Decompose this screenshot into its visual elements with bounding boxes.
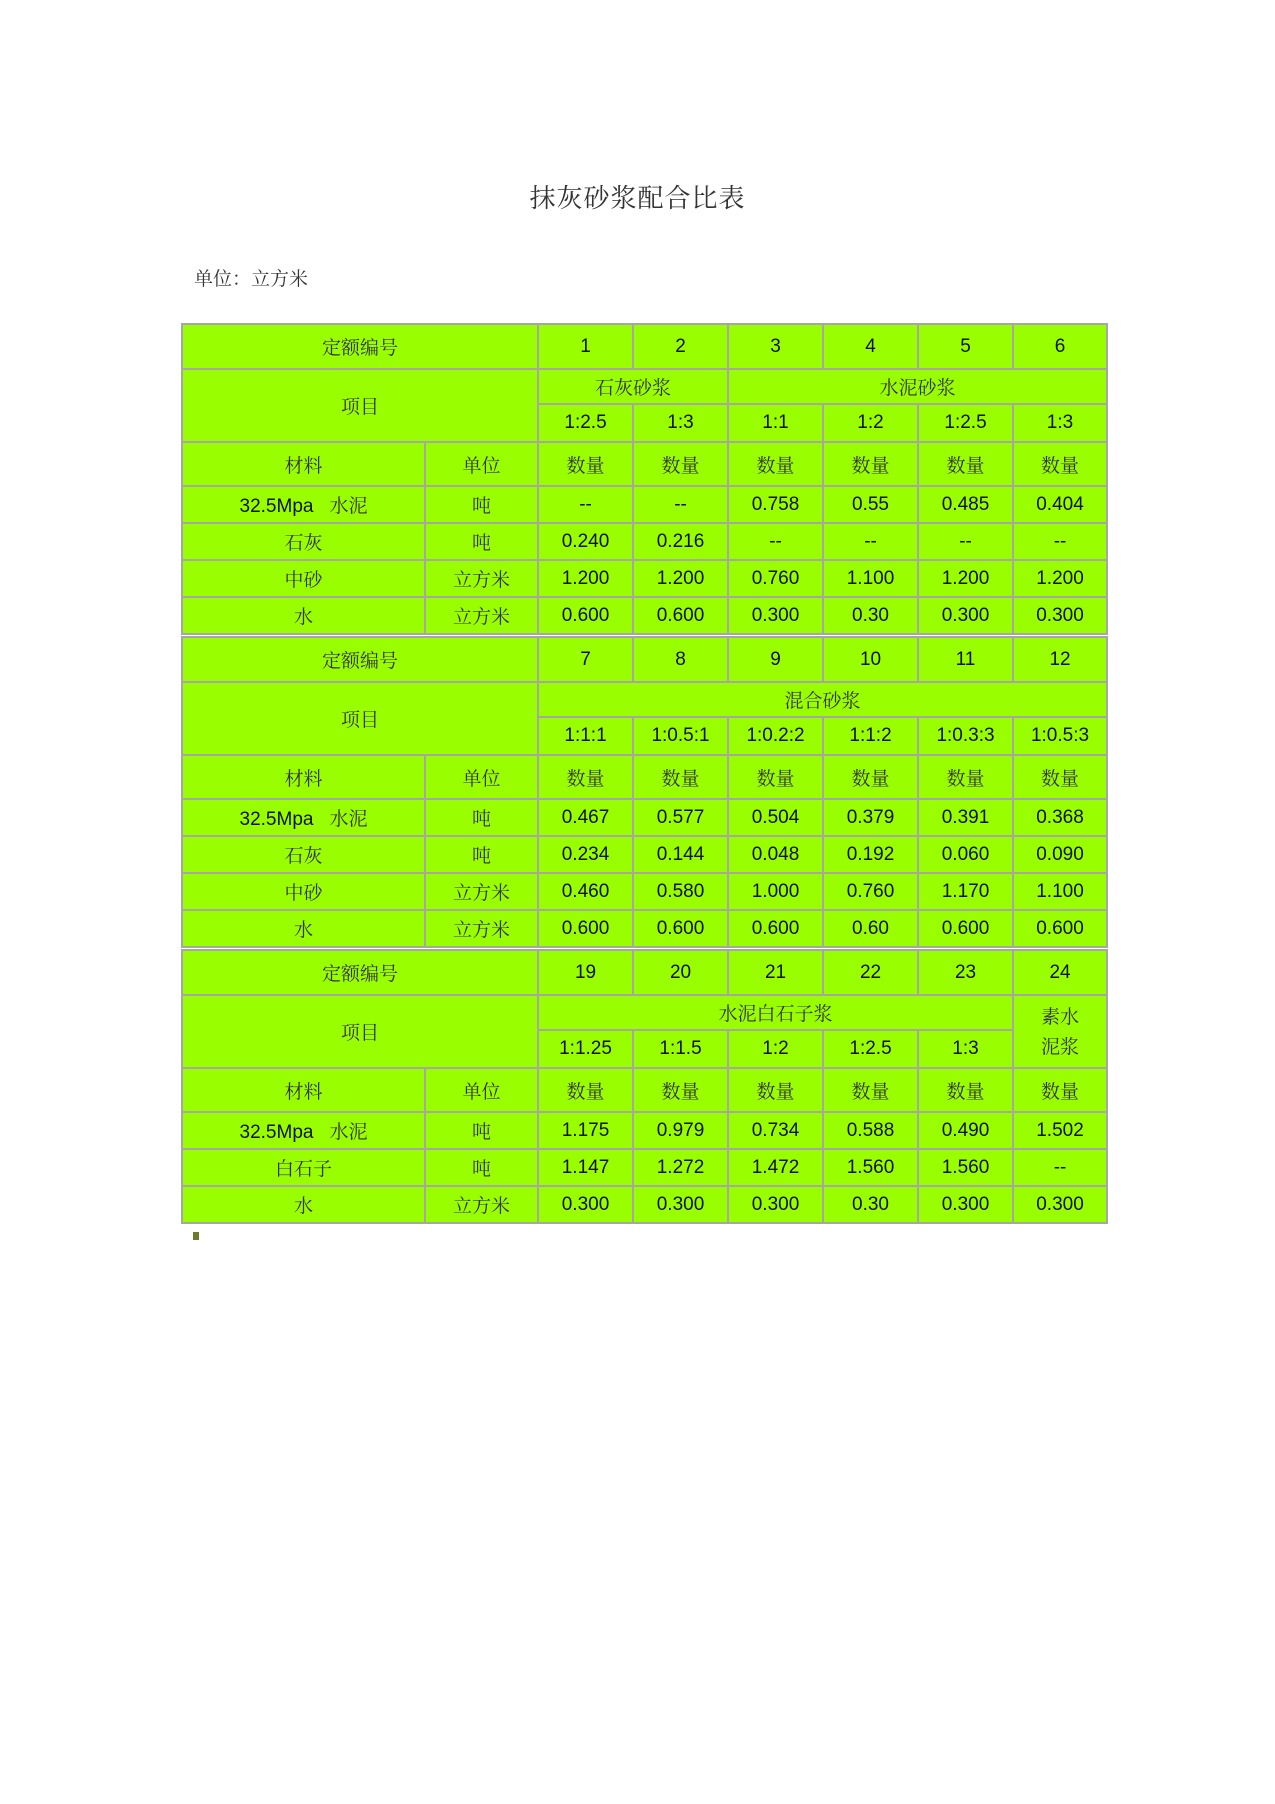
quantity-cell: 1.472: [728, 1149, 823, 1186]
quantity-cell: 0.760: [823, 873, 918, 910]
code-row: [182, 637, 1107, 682]
material-name: 水泥: [329, 808, 368, 830]
quantity-cell: 0.30: [823, 597, 918, 634]
unit-header: 单位: [425, 442, 538, 486]
ratio-cell: 1:1:2: [823, 717, 918, 755]
quantity-cell: 0.577: [633, 799, 728, 836]
material-name: 石灰: [284, 532, 323, 554]
quantity-cell: 0.758: [728, 486, 823, 523]
code-cell: 19: [538, 950, 633, 995]
quantity-cell: --: [1013, 1149, 1107, 1186]
ratio-cell: 1:2: [728, 1030, 823, 1068]
quantity-cell: 0.467: [538, 799, 633, 836]
quantity-cell: 0.600: [538, 910, 633, 947]
material-name-cell: [182, 873, 425, 910]
material-grade: 32.5Mpa: [239, 809, 314, 830]
code-cell: 21: [728, 950, 823, 995]
code-cell: 22: [823, 950, 918, 995]
unit-cell: 吨: [425, 799, 538, 836]
mortar-type-line: 素水: [1041, 1005, 1080, 1028]
quantity-cell: 0.234: [538, 836, 633, 873]
mortar-type-label: [1013, 995, 1107, 1068]
code-cell: 6: [1013, 324, 1107, 369]
quantity-cell: 0.600: [918, 910, 1013, 947]
quantity-cell: 1.147: [538, 1149, 633, 1186]
quantity-header: 数量: [823, 442, 918, 486]
code-cell: 3: [728, 324, 823, 369]
material-name-cell: [182, 910, 425, 947]
quantity-header: 数量: [728, 1068, 823, 1112]
quantity-header: 数量: [538, 442, 633, 486]
unit-cell: 吨: [425, 1149, 538, 1186]
ratio-cell: 1:2: [823, 404, 918, 442]
quantity-cell: 0.300: [918, 597, 1013, 634]
quantity-cell: 1.200: [918, 560, 1013, 597]
column-header-row: [182, 442, 1107, 486]
quantity-cell: 0.144: [633, 836, 728, 873]
quantity-header: 数量: [823, 755, 918, 799]
code-cell: 8: [633, 637, 728, 682]
ratio-cell: 1:2.5: [538, 404, 633, 442]
quantity-cell: 0.090: [1013, 836, 1107, 873]
quantity-cell: 0.504: [728, 799, 823, 836]
material-name-cell: [182, 1112, 425, 1149]
unit-cell: 立方米: [425, 597, 538, 634]
code-cell: 9: [728, 637, 823, 682]
material-name-cell: [182, 523, 425, 560]
material-grade: 32.5Mpa: [239, 1122, 314, 1143]
unit-cell: 立方米: [425, 1186, 538, 1223]
ratio-cell: 1:0.2:2: [728, 717, 823, 755]
code-cell: 24: [1013, 950, 1107, 995]
quantity-header: 数量: [728, 755, 823, 799]
quantity-header: 数量: [633, 442, 728, 486]
material-row: [182, 910, 1107, 947]
quantity-cell: 1.200: [538, 560, 633, 597]
material-name: 水: [293, 1195, 313, 1217]
unit-header: 单位: [425, 755, 538, 799]
quantity-cell: 0.300: [1013, 1186, 1107, 1223]
material-name-cell: [182, 486, 425, 523]
material-name: 水泥: [329, 495, 368, 517]
quantity-header: 数量: [538, 1068, 633, 1112]
material-header: 材料: [182, 755, 425, 799]
code-label: 定额编号: [182, 324, 538, 369]
ratio-cell: 1:2.5: [918, 404, 1013, 442]
quantity-cell: 0.979: [633, 1112, 728, 1149]
quantity-cell: 1.200: [1013, 560, 1107, 597]
quantity-cell: 0.300: [633, 1186, 728, 1223]
material-name: 中砂: [284, 569, 323, 591]
material-row: [182, 873, 1107, 910]
quantity-cell: 0.588: [823, 1112, 918, 1149]
quantity-header: 数量: [1013, 755, 1107, 799]
quantity-cell: 0.048: [728, 836, 823, 873]
quantity-cell: 0.600: [1013, 910, 1107, 947]
item-label: 项目: [182, 995, 538, 1068]
quantity-cell: 0.600: [633, 910, 728, 947]
mortar-table-3: [181, 949, 1108, 1224]
mortar-type-label: 水泥砂浆: [728, 369, 1107, 404]
ratio-cell: 1:3: [918, 1030, 1013, 1068]
page-marker: [193, 1232, 199, 1240]
unit-cell: 吨: [425, 523, 538, 560]
material-header: 材料: [182, 1068, 425, 1112]
unit-cell: 立方米: [425, 873, 538, 910]
quantity-cell: 1.502: [1013, 1112, 1107, 1149]
ratio-cell: 1:0.5:3: [1013, 717, 1107, 755]
item-label: 项目: [182, 682, 538, 755]
code-label: 定额编号: [182, 950, 538, 995]
ratio-cell: 1:2.5: [823, 1030, 918, 1068]
code-label: 定额编号: [182, 637, 538, 682]
quantity-cell: --: [823, 523, 918, 560]
quantity-header: 数量: [1013, 442, 1107, 486]
material-grade: 32.5Mpa: [239, 496, 314, 517]
quantity-cell: --: [633, 486, 728, 523]
code-row: [182, 950, 1107, 995]
ratio-cell: 1:1.25: [538, 1030, 633, 1068]
code-cell: 4: [823, 324, 918, 369]
code-cell: 12: [1013, 637, 1107, 682]
quantity-header: 数量: [823, 1068, 918, 1112]
code-cell: 5: [918, 324, 1013, 369]
material-name-cell: [182, 597, 425, 634]
ratio-cell: 1:1.5: [633, 1030, 728, 1068]
quantity-cell: 0.30: [823, 1186, 918, 1223]
ratio-cell: 1:0.5:1: [633, 717, 728, 755]
quantity-cell: 1.272: [633, 1149, 728, 1186]
quantity-cell: 0.240: [538, 523, 633, 560]
quantity-cell: 0.600: [633, 597, 728, 634]
code-cell: 10: [823, 637, 918, 682]
unit-cell: 立方米: [425, 910, 538, 947]
material-row: [182, 523, 1107, 560]
quantity-cell: 1.000: [728, 873, 823, 910]
quantity-cell: 0.580: [633, 873, 728, 910]
quantity-cell: 1.100: [1013, 873, 1107, 910]
ratio-cell: 1:3: [1013, 404, 1107, 442]
code-row: [182, 324, 1107, 369]
quantity-cell: 0.300: [1013, 597, 1107, 634]
mortar-table-1: [181, 323, 1108, 635]
mortar-type-label: 混合砂浆: [538, 682, 1107, 717]
quantity-cell: 1.560: [823, 1149, 918, 1186]
quantity-cell: 0.216: [633, 523, 728, 560]
quantity-cell: 1.100: [823, 560, 918, 597]
quantity-cell: 0.300: [728, 597, 823, 634]
material-header: 材料: [182, 442, 425, 486]
quantity-cell: 1.175: [538, 1112, 633, 1149]
quantity-cell: --: [918, 523, 1013, 560]
column-header-row: [182, 755, 1107, 799]
mortar-type-line: 泥浆: [1041, 1035, 1080, 1058]
group-row: [182, 682, 1107, 717]
mortar-type-label: 石灰砂浆: [538, 369, 728, 404]
quantity-cell: 0.300: [918, 1186, 1013, 1223]
ratio-cell: 1:1: [728, 404, 823, 442]
unit-line: 单位：立方米: [194, 268, 309, 290]
quantity-cell: 0.600: [538, 597, 633, 634]
quantity-cell: --: [1013, 523, 1107, 560]
quantity-cell: 0.379: [823, 799, 918, 836]
material-row: [182, 486, 1107, 523]
quantity-cell: 0.391: [918, 799, 1013, 836]
column-header-row: [182, 1068, 1107, 1112]
document-title: 抹灰砂浆配合比表: [529, 184, 746, 214]
material-name-cell: [182, 560, 425, 597]
quantity-header: 数量: [918, 755, 1013, 799]
material-name-cell: [182, 1186, 425, 1223]
item-label: 项目: [182, 369, 538, 442]
quantity-cell: 0.060: [918, 836, 1013, 873]
ratio-cell: 1:1:1: [538, 717, 633, 755]
quantity-cell: 0.300: [728, 1186, 823, 1223]
unit-cell: 吨: [425, 486, 538, 523]
unit-cell: 立方米: [425, 560, 538, 597]
ratio-cell: 1:3: [633, 404, 728, 442]
quantity-header: 数量: [633, 1068, 728, 1112]
mortar-table-2: [181, 636, 1108, 948]
mortar-type-label: 水泥白石子浆: [538, 995, 1013, 1030]
quantity-cell: 0.404: [1013, 486, 1107, 523]
material-name: 水: [293, 606, 313, 628]
material-name-cell: [182, 836, 425, 873]
unit-cell: 吨: [425, 836, 538, 873]
quantity-header: 数量: [918, 1068, 1013, 1112]
quantity-cell: 0.192: [823, 836, 918, 873]
quantity-cell: 1.200: [633, 560, 728, 597]
quantity-cell: 1.560: [918, 1149, 1013, 1186]
material-row: [182, 597, 1107, 634]
quantity-cell: 0.490: [918, 1112, 1013, 1149]
material-name: 石灰: [284, 845, 323, 867]
material-name: 水泥: [329, 1121, 368, 1143]
quantity-cell: 0.460: [538, 873, 633, 910]
quantity-cell: 0.760: [728, 560, 823, 597]
code-cell: 1: [538, 324, 633, 369]
quantity-cell: 0.368: [1013, 799, 1107, 836]
material-name: 白石子: [274, 1158, 332, 1180]
quantity-cell: 0.300: [538, 1186, 633, 1223]
quantity-cell: 0.60: [823, 910, 918, 947]
code-cell: 2: [633, 324, 728, 369]
quantity-cell: 0.600: [728, 910, 823, 947]
group-row: [182, 369, 1107, 404]
quantity-cell: --: [538, 486, 633, 523]
quantity-header: 数量: [728, 442, 823, 486]
quantity-header: 数量: [918, 442, 1013, 486]
material-name-cell: [182, 1149, 425, 1186]
material-row: [182, 1112, 1107, 1149]
code-cell: 11: [918, 637, 1013, 682]
material-row: [182, 1149, 1107, 1186]
material-row: [182, 1186, 1107, 1223]
quantity-cell: 0.55: [823, 486, 918, 523]
material-name-cell: [182, 799, 425, 836]
material-name: 中砂: [284, 882, 323, 904]
quantity-cell: 1.170: [918, 873, 1013, 910]
unit-header: 单位: [425, 1068, 538, 1112]
quantity-header: 数量: [633, 755, 728, 799]
material-name: 水: [293, 919, 313, 941]
code-cell: 7: [538, 637, 633, 682]
quantity-cell: 0.485: [918, 486, 1013, 523]
material-row: [182, 560, 1107, 597]
material-row: [182, 799, 1107, 836]
unit-cell: 吨: [425, 1112, 538, 1149]
code-cell: 23: [918, 950, 1013, 995]
quantity-cell: 0.734: [728, 1112, 823, 1149]
code-cell: 20: [633, 950, 728, 995]
material-row: [182, 836, 1107, 873]
quantity-header: 数量: [538, 755, 633, 799]
quantity-header: 数量: [1013, 1068, 1107, 1112]
group-row: [182, 995, 1107, 1030]
quantity-cell: --: [728, 523, 823, 560]
ratio-cell: 1:0.3:3: [918, 717, 1013, 755]
